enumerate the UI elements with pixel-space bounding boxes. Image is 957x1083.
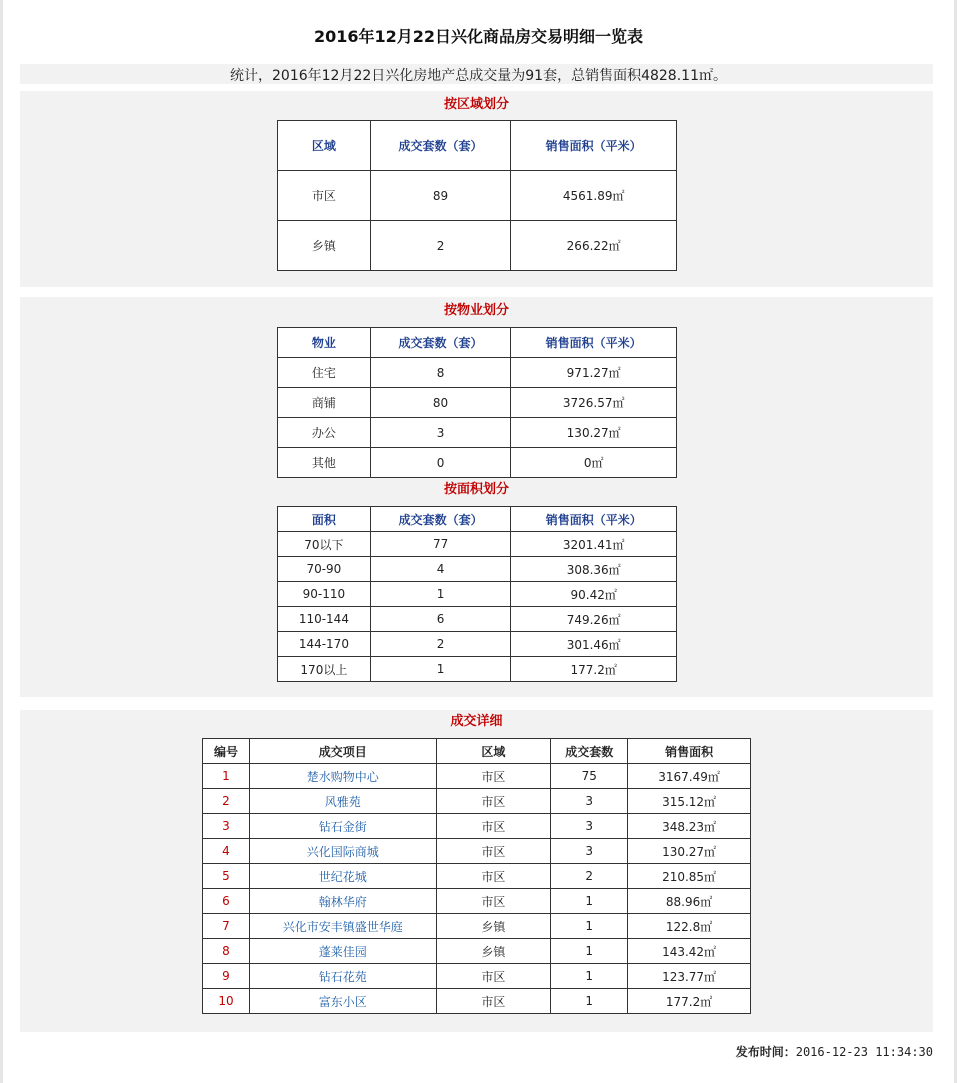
column-header: 成交项目 (249, 739, 436, 764)
table-cell: 301.46㎡ (511, 632, 677, 657)
column-header: 区域 (436, 739, 551, 764)
row-number: 2 (203, 789, 250, 814)
row-number: 3 (203, 814, 250, 839)
table-row (203, 964, 751, 989)
project-link[interactable]: 翰林华府 (249, 889, 436, 914)
table-cell: 商铺 (278, 388, 371, 418)
table-cell: 2 (551, 864, 628, 889)
table-cell: 4561.89㎡ (511, 171, 677, 221)
table-cell: 1 (551, 939, 628, 964)
table-row (278, 388, 677, 418)
table-cell: 市区 (436, 789, 551, 814)
column-header: 成交套数（套） (370, 507, 511, 532)
table-cell: 3726.57㎡ (511, 388, 677, 418)
table-cell: 170以上 (278, 657, 371, 682)
table-cell: 其他 (278, 448, 371, 478)
table-cell: 70以下 (278, 532, 371, 557)
table-cell: 90.42㎡ (511, 582, 677, 607)
table-cell: 308.36㎡ (511, 557, 677, 582)
table-cell: 130.27㎡ (511, 418, 677, 448)
row-number: 9 (203, 964, 250, 989)
table-cell: 市区 (436, 764, 551, 789)
table-row (278, 418, 677, 448)
table-cell: 70-90 (278, 557, 371, 582)
project-link[interactable]: 蓬莱佳园 (249, 939, 436, 964)
column-header: 销售面积（平米） (511, 507, 677, 532)
summary-text: 统计，2016年12月22日兴化房地产总成交量为91套，总销售面积4828.11㎡。 (230, 68, 727, 84)
table-cell: 乡镇 (436, 914, 551, 939)
detail-section (20, 710, 933, 1032)
detail-section-title: 成交详细 (450, 714, 503, 729)
table-row (203, 764, 751, 789)
table-cell: 2 (370, 632, 511, 657)
table-row (203, 839, 751, 864)
table-row (278, 632, 677, 657)
table-cell: 1 (551, 989, 628, 1014)
table-cell: 办公 (278, 418, 371, 448)
table-cell: 3201.41㎡ (511, 532, 677, 557)
table-cell: 市区 (436, 964, 551, 989)
property-table (277, 327, 677, 478)
project-link[interactable]: 楚水购物中心 (249, 764, 436, 789)
column-header: 销售面积（平米） (511, 328, 677, 358)
table-row (278, 171, 677, 221)
table-cell: 143.42㎡ (628, 939, 751, 964)
table-cell: 90-110 (278, 582, 371, 607)
table-cell: 1 (551, 964, 628, 989)
table-cell: 144-170 (278, 632, 371, 657)
table-cell: 乡镇 (278, 221, 371, 271)
table-row (278, 358, 677, 388)
table-row (203, 814, 751, 839)
table-cell: 80 (370, 388, 511, 418)
table-cell: 177.2㎡ (628, 989, 751, 1014)
column-header: 成交套数（套） (370, 328, 511, 358)
table-cell: 0 (370, 448, 511, 478)
property-section-title: 按物业划分 (443, 303, 509, 318)
table-cell: 3 (551, 789, 628, 814)
table-row (203, 939, 751, 964)
table-cell: 315.12㎡ (628, 789, 751, 814)
table-header-row (203, 739, 751, 764)
column-header: 物业 (278, 328, 371, 358)
table-cell: 市区 (436, 814, 551, 839)
region-table (277, 120, 677, 271)
table-cell: 971.27㎡ (511, 358, 677, 388)
project-link[interactable]: 钻石花苑 (249, 964, 436, 989)
page-title: 2016年12月22日兴化商品房交易明细一览表 (313, 27, 644, 46)
table-cell: 2 (370, 221, 511, 271)
table-cell: 市区 (436, 989, 551, 1014)
row-number: 7 (203, 914, 250, 939)
table-cell: 市区 (436, 864, 551, 889)
table-cell: 130.27㎡ (628, 839, 751, 864)
column-header: 编号 (203, 739, 250, 764)
publish-label: 发布时间： (735, 1045, 796, 1059)
table-row (278, 532, 677, 557)
table-cell: 市区 (436, 889, 551, 914)
table-cell: 市区 (436, 839, 551, 864)
table-row (203, 789, 751, 814)
project-link[interactable]: 兴化市安丰镇盛世华庭 (249, 914, 436, 939)
project-link[interactable]: 富东小区 (249, 989, 436, 1014)
table-cell: 88.96㎡ (628, 889, 751, 914)
table-row (278, 657, 677, 682)
table-cell: 1 (370, 657, 511, 682)
table-cell: 住宅 (278, 358, 371, 388)
table-cell: 110-144 (278, 607, 371, 632)
table-cell: 乡镇 (436, 939, 551, 964)
region-section (20, 91, 933, 287)
project-link[interactable]: 钻石金街 (249, 814, 436, 839)
column-header: 销售面积（平米） (511, 121, 677, 171)
detail-table (202, 738, 751, 1014)
row-number: 6 (203, 889, 250, 914)
table-cell: 266.22㎡ (511, 221, 677, 271)
table-cell: 3 (370, 418, 511, 448)
column-header: 销售面积 (628, 739, 751, 764)
table-cell: 89 (370, 171, 511, 221)
table-row (278, 221, 677, 271)
table-cell: 1 (551, 914, 628, 939)
table-cell: 8 (370, 358, 511, 388)
column-header: 区域 (278, 121, 371, 171)
table-row (278, 607, 677, 632)
table-cell: 1 (551, 889, 628, 914)
column-header: 面积 (278, 507, 371, 532)
table-cell: 6 (370, 607, 511, 632)
area-table (277, 506, 677, 682)
table-cell: 210.85㎡ (628, 864, 751, 889)
region-section-title: 按区域划分 (443, 97, 509, 112)
table-cell: 4 (370, 557, 511, 582)
row-number: 8 (203, 939, 250, 964)
project-link[interactable]: 兴化国际商城 (249, 839, 436, 864)
table-cell: 122.8㎡ (628, 914, 751, 939)
table-row (278, 557, 677, 582)
table-row (278, 448, 677, 478)
row-number: 5 (203, 864, 250, 889)
table-row (203, 864, 751, 889)
row-number: 4 (203, 839, 250, 864)
table-cell: 749.26㎡ (511, 607, 677, 632)
project-link[interactable]: 世纪花城 (249, 864, 436, 889)
project-link[interactable]: 风雅苑 (249, 789, 436, 814)
column-header: 成交套数 (551, 739, 628, 764)
publish-time (736, 1043, 933, 1060)
table-cell: 75 (551, 764, 628, 789)
table-cell: 123.77㎡ (628, 964, 751, 989)
row-number: 1 (203, 764, 250, 789)
left-border (0, 0, 3, 1083)
row-number: 10 (203, 989, 250, 1014)
property-area-section (20, 297, 933, 697)
table-cell: 177.2㎡ (511, 657, 677, 682)
table-row (203, 889, 751, 914)
table-cell: 1 (370, 582, 511, 607)
table-cell: 348.23㎡ (628, 814, 751, 839)
table-row (203, 989, 751, 1014)
table-cell: 3 (551, 839, 628, 864)
table-row (203, 914, 751, 939)
table-cell: 市区 (278, 171, 371, 221)
table-header-row (278, 507, 677, 532)
column-header: 成交套数（套） (370, 121, 511, 171)
table-cell: 3167.49㎡ (628, 764, 751, 789)
table-header-row (278, 328, 677, 358)
publish-timestamp: 2016-12-23 11:34:30 (795, 1045, 933, 1059)
table-row (278, 582, 677, 607)
table-cell: 0㎡ (511, 448, 677, 478)
table-cell: 77 (370, 532, 511, 557)
table-header-row (278, 121, 677, 171)
table-cell: 3 (551, 814, 628, 839)
area-section-title: 按面积划分 (443, 482, 509, 497)
